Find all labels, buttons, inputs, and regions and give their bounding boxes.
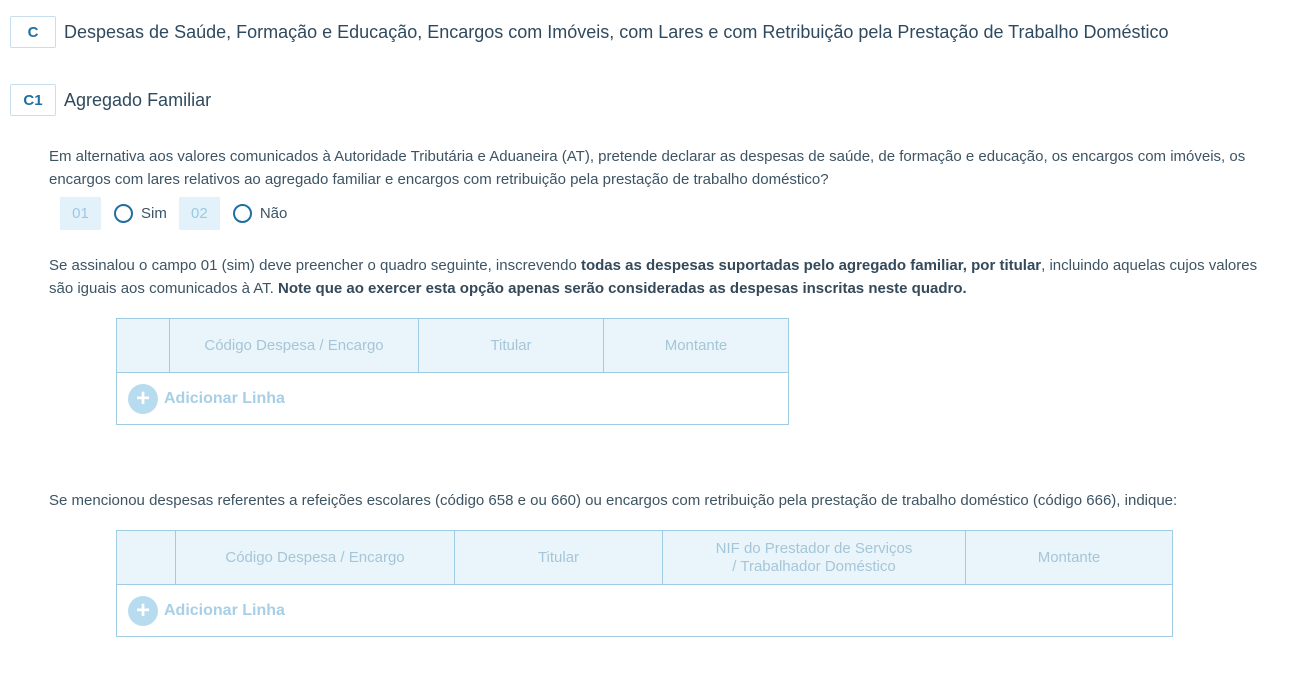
radio-nao[interactable] (233, 204, 252, 223)
column-header-empty (117, 531, 176, 584)
section-c-header (10, 16, 1169, 48)
column-header-nif (663, 531, 966, 584)
meals-domestic-note: Se mencionou despesas referentes a refeições escolares (código 658 e ou 660) ou encargos com retribuição pela prestação de trabalho doméstico (código 666), indique: (49, 492, 1178, 509)
column-header-codigo: Código Despesa / Encargo (176, 531, 455, 584)
add-row-label: Adicionar Linha (164, 389, 285, 407)
meals-domestic-table (116, 530, 1173, 637)
question-text: Em alternativa aos valores comunicados à Autoridade Tributária e Aduaneira (AT), pretende declarar as despesas de saúde, de formação e educação, os encargos com imóveis, os encargos com lares relativos ao agregado familiar e encargos com retribuição pela prestação de trabalho doméstico? (49, 148, 1246, 188)
column-header-empty (117, 319, 170, 372)
column-header-codigo: Código Despesa / Encargo (170, 319, 419, 372)
section-code: C (10, 16, 56, 48)
plus-icon: + (128, 384, 158, 414)
instruction-part: , incluindo aquelas cujos valores são iguais aos comunicados à AT. (49, 257, 1258, 297)
radio-sim[interactable] (114, 204, 133, 223)
plus-icon: + (128, 596, 158, 626)
add-row-button[interactable] (117, 373, 788, 424)
instruction-text (49, 254, 1264, 300)
column-header-titular: Titular (455, 531, 663, 584)
nif-header-text: NIF do Prestador de Serviços / Trabalhador Doméstico (715, 539, 913, 575)
instruction-bold: Note que ao exercer esta opção apenas serão consideradas as despesas inscritas neste quadro. (278, 280, 967, 297)
table-header (117, 531, 1172, 585)
column-header-montante: Montante (664, 336, 728, 354)
section-code: C1 (10, 84, 56, 116)
table-header (117, 319, 788, 373)
column-header-titular: Titular (419, 319, 604, 372)
add-row-button[interactable] (117, 585, 1172, 636)
radio-label: Sim (141, 205, 167, 222)
instruction-bold: todas as despesas suportadas pelo agregado familiar, por titular (580, 257, 1042, 274)
add-row-label: Adicionar Linha (164, 601, 285, 619)
option-number: 02 (179, 197, 220, 230)
radio-label: Não (259, 205, 288, 222)
section-title: Despesas de Saúde, Formação e Educação, Encargos com Imóveis, com Lares e com Retribuição pela Prestação de Trabalho Doméstico (64, 21, 1169, 42)
expenses-table (116, 318, 789, 425)
instruction-part: Se assinalou o campo 01 (sim) deve preencher o quadro seguinte, inscrevendo (49, 257, 581, 274)
section-title: Agregado Familiar (64, 89, 212, 110)
column-header-montante: Montante (1037, 548, 1101, 566)
option-number: 01 (60, 197, 101, 230)
section-c1-header (10, 84, 211, 116)
yes-no-radio-group (60, 197, 299, 230)
